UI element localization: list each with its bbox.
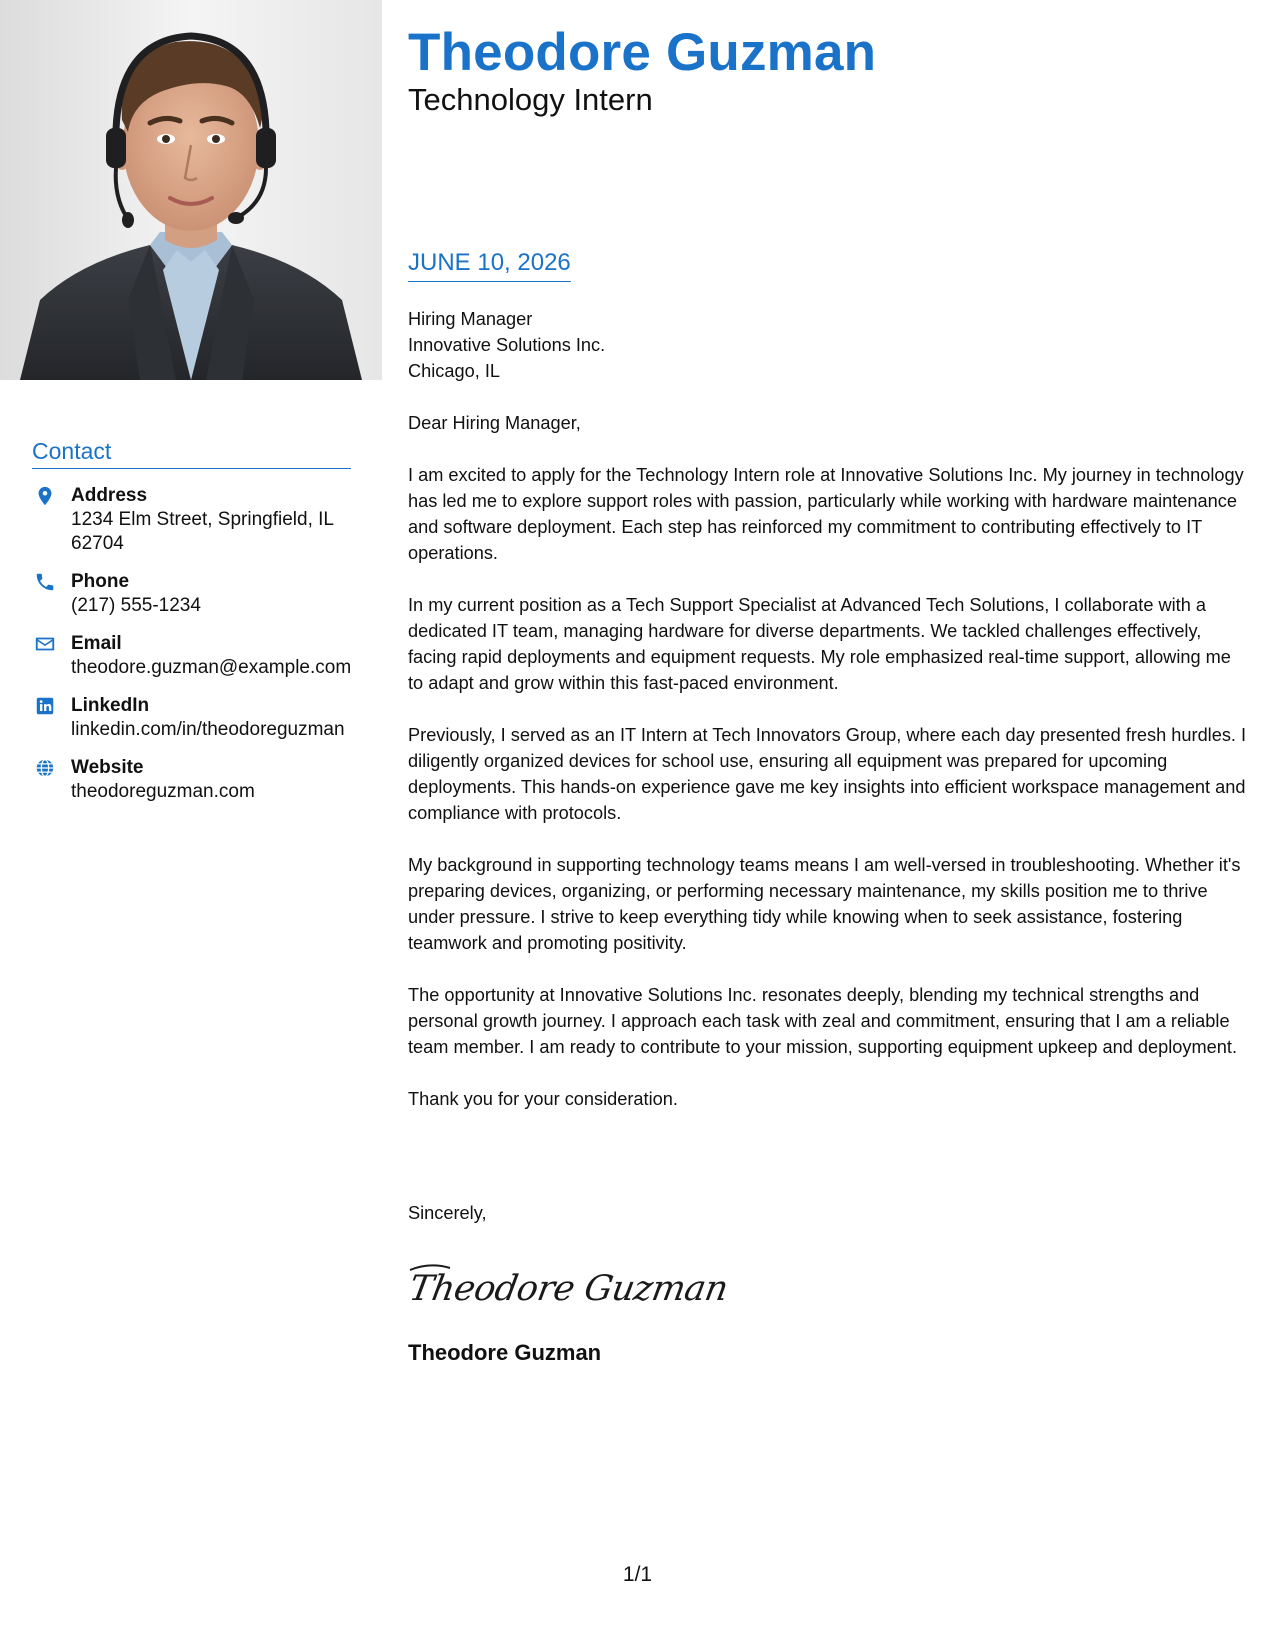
candidate-title: Technology Intern bbox=[408, 82, 653, 117]
contact-linkedin-value: linkedin.com/in/theodoreguzman bbox=[71, 719, 345, 740]
contact-phone-value: (217) 555-1234 bbox=[71, 595, 201, 616]
location-pin-icon bbox=[34, 485, 56, 507]
contact-email bbox=[32, 632, 362, 680]
contact-website-value: theodoreguzman.com bbox=[71, 781, 255, 802]
page-number: 1/1 bbox=[622, 1563, 653, 1586]
letter-date: JUNE 10, 2026 bbox=[408, 249, 571, 282]
globe-icon bbox=[34, 757, 56, 779]
profile-photo bbox=[0, 0, 382, 380]
contact-website bbox=[32, 756, 362, 804]
contact-list bbox=[32, 484, 362, 818]
contact-phone bbox=[32, 570, 362, 618]
closing: Sincerely, bbox=[408, 1203, 487, 1223]
thanks-line: Thank you for your consideration. bbox=[408, 1089, 678, 1109]
contact-address-value: 1234 Elm Street, Springfield, IL 62704 bbox=[71, 509, 334, 554]
contact-email-label: Email bbox=[71, 633, 122, 654]
phone-icon bbox=[34, 571, 56, 593]
recipient-line: Innovative Solutions Inc. bbox=[408, 335, 606, 355]
recipient-block bbox=[408, 306, 1248, 384]
letter-paragraph: In my current position as a Tech Support Specialist at Advanced Tech Solutions, I collaborate with a dedicated IT team, managing hardware for diverse departments. We tackled challenges effectively, facing rapid deployments and equipment requests. My role emphasized real-time support, allowing me to adapt and grow within this fast-paced environment. bbox=[408, 595, 1231, 693]
contact-linkedin-label: LinkedIn bbox=[71, 695, 150, 716]
handwritten-signature bbox=[406, 1258, 731, 1318]
contact-linkedin bbox=[32, 694, 362, 742]
letter-paragraph: I am excited to apply for the Technology Intern role at Innovative Solutions Inc. My journey in technology has led me to explore support roles with passion, particularly while working with hardware maintenance and software deployment. Each step has reinforced my commitment to contributing effectively to IT operations. bbox=[408, 465, 1244, 563]
signer-name: Theodore Guzman bbox=[408, 1340, 602, 1365]
contact-phone-label: Phone bbox=[71, 571, 130, 592]
candidate-name: Theodore Guzman bbox=[408, 23, 877, 82]
contact-address bbox=[32, 484, 362, 556]
contact-website-label: Website bbox=[71, 757, 144, 778]
envelope-icon bbox=[34, 633, 56, 655]
recipient-line: Hiring Manager bbox=[408, 309, 533, 329]
letter-paragraph: My background in supporting technology teams means I am well-versed in troubleshooting. Whether it's preparing devices, organizing, or performing necessary maintenance, my skills position me to thrive under pressure. I strive to keep everything tidy while knowing when to seek assistance, fostering teamwork and promoting positivity. bbox=[408, 855, 1241, 953]
letter-body bbox=[408, 306, 1248, 1138]
svg-text:Theodore Guzman: Theodore Guzman bbox=[406, 1268, 731, 1309]
contact-email-value: theodore.guzman@example.com bbox=[71, 657, 352, 678]
salutation: Dear Hiring Manager, bbox=[408, 413, 581, 433]
linkedin-icon bbox=[34, 695, 56, 717]
letter-paragraph: The opportunity at Innovative Solutions Inc. resonates deeply, blending my technical strengths and personal growth journey. I approach each task with zeal and commitment, ensuring that I am a reliable team member. I am ready to contribute to your mission, supporting equipment upkeep and deployment. bbox=[408, 985, 1237, 1057]
recipient-line: Chicago, IL bbox=[408, 361, 501, 381]
letter-paragraph: Previously, I served as an IT Intern at Tech Innovators Group, where each day presented fresh hurdles. I diligently organized devices for school use, ensuring all equipment was prepared for upcoming deployments. This hands-on experience gave me key insights into efficient workspace management and compliance with protocols. bbox=[408, 725, 1247, 823]
contact-heading: Contact bbox=[32, 438, 351, 469]
contact-address-label: Address bbox=[71, 485, 148, 506]
